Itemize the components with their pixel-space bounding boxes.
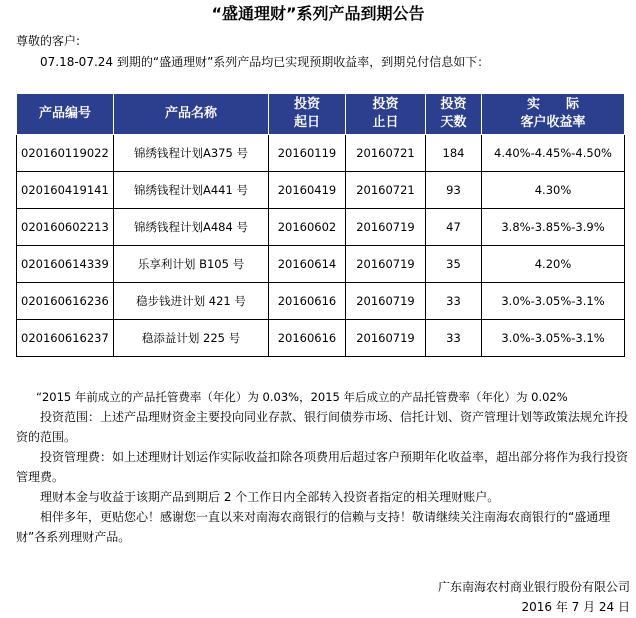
end-date-cell: 20160719 bbox=[346, 320, 426, 357]
header-yield: 实 际 客户收益率 bbox=[482, 94, 625, 135]
notes-section bbox=[16, 387, 628, 547]
product-name-cell: 锦绣钱程计划A484 号 bbox=[114, 209, 269, 246]
product-table bbox=[16, 93, 625, 357]
investment-scope-note: 投资范围：上述产品理财资金主要投向同业存款、银行间债券市场、信托计划、资产管理计划等政策法规允许投资的范围。 bbox=[16, 410, 629, 444]
custody-fee-note: “2015 年前成立的产品托管费率（年化）为 0.03%，2015 年后成立的产品托管费率（年化）为 0.02% bbox=[36, 390, 568, 404]
product-code-cell: 020160602213 bbox=[17, 209, 114, 246]
days-cell: 35 bbox=[426, 246, 482, 283]
start-date-cell: 20160614 bbox=[269, 246, 346, 283]
product-name-cell: 稳添益计划 225 号 bbox=[114, 320, 269, 357]
days-cell: 184 bbox=[426, 135, 482, 172]
table-row bbox=[17, 283, 625, 320]
header-end-date: 投资 止日 bbox=[346, 94, 426, 135]
thanks-note: 相伴多年，更贴您心！感谢您一直以来对南海农商银行的信赖与支持！敬请继续关注南海农商银行的“盛通理财”各系列理财产品。 bbox=[16, 510, 611, 544]
table-row bbox=[17, 246, 625, 283]
end-date-cell: 20160719 bbox=[346, 209, 426, 246]
days-cell: 33 bbox=[426, 320, 482, 357]
product-code-cell: 020160119022 bbox=[17, 135, 114, 172]
start-date-cell: 20160119 bbox=[269, 135, 346, 172]
header-product-name: 产品名称 bbox=[114, 94, 269, 135]
header-start-date: 投资 起日 bbox=[269, 94, 346, 135]
yield-cell: 4.20% bbox=[482, 246, 625, 283]
signature-date: 2016 年 7 月 24 日 bbox=[521, 600, 630, 614]
days-cell: 33 bbox=[426, 283, 482, 320]
start-date-cell: 20160616 bbox=[269, 320, 346, 357]
intro-text: 07.18-07.24 到期的“盛通理财”系列产品均已实现预期收益率，到期兑付信息如下： bbox=[40, 55, 490, 69]
yield-cell: 3.8%-3.85%-3.9% bbox=[482, 209, 625, 246]
table-header-row bbox=[17, 94, 625, 135]
product-name-cell: 锦绣钱程计划A441 号 bbox=[114, 172, 269, 209]
days-cell: 93 bbox=[426, 172, 482, 209]
start-date-cell: 20160602 bbox=[269, 209, 346, 246]
yield-cell: 3.0%-3.05%-3.1% bbox=[482, 283, 625, 320]
table-row bbox=[17, 135, 625, 172]
end-date-cell: 20160721 bbox=[346, 135, 426, 172]
product-name-cell: 锦绣钱程计划A375 号 bbox=[114, 135, 269, 172]
product-code-cell: 020160614339 bbox=[17, 246, 114, 283]
start-date-cell: 20160616 bbox=[269, 283, 346, 320]
start-date-cell: 20160419 bbox=[269, 172, 346, 209]
product-name-cell: 稳步钱进计划 421 号 bbox=[114, 283, 269, 320]
document-title: “盛通理财”系列产品到期公告 bbox=[211, 4, 425, 23]
table-row bbox=[17, 172, 625, 209]
management-fee-note: 投资管理费：如上述理财计划运作实际收益扣除各项费用后超过客户预期年化收益率，超出部分将作为我行投资管理费。 bbox=[16, 450, 629, 484]
product-code-cell: 020160616236 bbox=[17, 283, 114, 320]
table-row bbox=[17, 209, 625, 246]
greeting: 尊敬的客户: bbox=[16, 34, 81, 48]
end-date-cell: 20160721 bbox=[346, 172, 426, 209]
end-date-cell: 20160719 bbox=[346, 246, 426, 283]
yield-cell: 3.0%-3.05%-3.1% bbox=[482, 320, 625, 357]
product-name-cell: 乐享利计划 B105 号 bbox=[114, 246, 269, 283]
product-code-cell: 020160419141 bbox=[17, 172, 114, 209]
end-date-cell: 20160719 bbox=[346, 283, 426, 320]
bank-signature: 广东南海农村商业银行股份有限公司 bbox=[437, 580, 630, 594]
header-product-code: 产品编号 bbox=[17, 94, 114, 135]
yield-cell: 4.40%-4.45%-4.50% bbox=[482, 135, 625, 172]
yield-cell: 4.30% bbox=[482, 172, 625, 209]
product-code-cell: 020160616237 bbox=[17, 320, 114, 357]
days-cell: 47 bbox=[426, 209, 482, 246]
table-row bbox=[17, 320, 625, 357]
header-days: 投资 天数 bbox=[426, 94, 482, 135]
fund-transfer-note: 理财本金与收益于该期产品到期后 2 个工作日内全部转入投资者指定的相关理财账户。 bbox=[40, 490, 500, 504]
